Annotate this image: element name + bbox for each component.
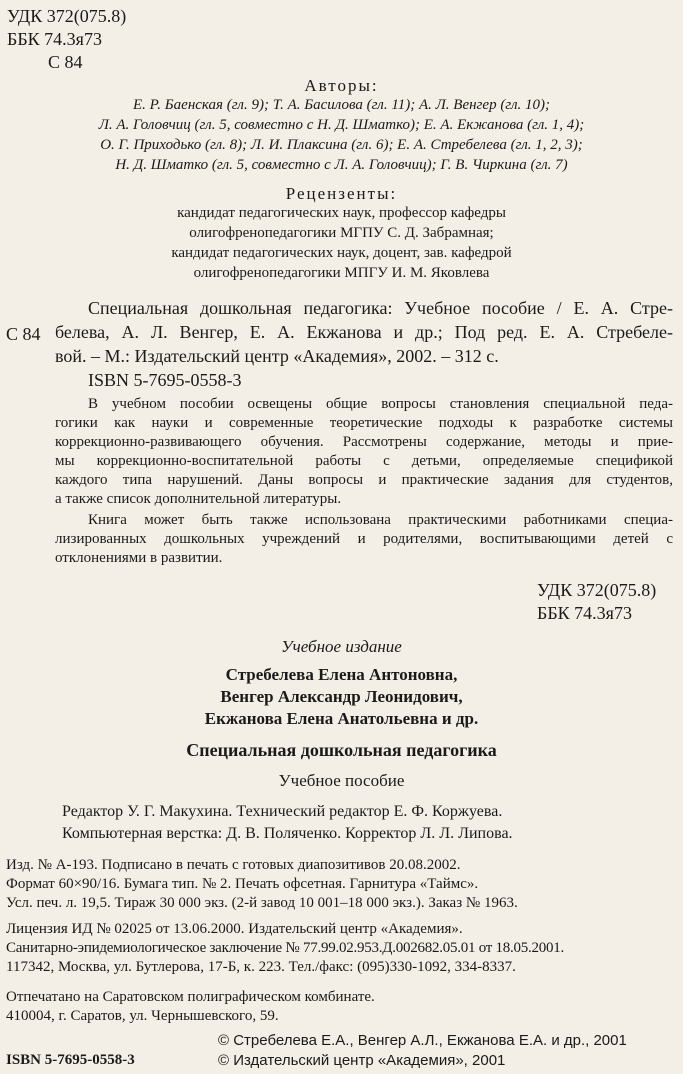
imprint-author: Екжанова Елена Анатольевна и др. [204, 709, 479, 728]
printed-at-line: Отпечатано на Саратовском полиграфическом комбинате. [6, 989, 375, 1005]
biblio-line: вой. – М.: Издательский центр «Академия», 2002. – 312 с. [55, 346, 499, 366]
abstract-line: В учебном пособии освещены общие вопросы становления специальной педа- [88, 396, 673, 412]
authors-heading: Авторы: [304, 76, 379, 95]
bbk-code-right: ББК 74.3я73 [537, 603, 632, 623]
biblio-line: белева, А. Л. Венгер, Е. А. Екжанова и др.; Под ред. Е. А. Стребеле- [55, 322, 673, 342]
reviewer-line: олигофренопедагогики МПГУ И. М. Яковлева [193, 265, 490, 281]
abstract [55, 395, 673, 568]
imprint-author: Венгер Александр Леонидович, [220, 687, 463, 706]
license-line: 117342, Москва, ул. Бутлерова, 17-Б, к. 223. Тел./факс: (095)330-1092, 334-8337. [6, 959, 516, 975]
imprint-author: Стребелева Елена Антоновна, [225, 665, 458, 684]
license-line: Санитарно-эпидемиологическое заключение № 77.99.02.953.Д.002682.05.01 от 18.05.2001. [6, 940, 565, 956]
reviewer-line: олигофренопедагогики МГПУ С. Д. Забрамная; [189, 225, 494, 241]
abstract-line: отклонениями в развитии. [55, 550, 223, 566]
abstract-line: мы коррекционно-воспитательной работы с детьми, определяемые спецификой [55, 453, 673, 469]
udk-code-top: УДК 372(075.8) [7, 6, 127, 26]
printed-at-line: 410004, г. Саратов, ул. Чернышевского, 59. [6, 1008, 279, 1024]
authors-line: Л. А. Головчиц (гл. 5, совместно с Н. Д. Шматко); Е. А. Екжанова (гл. 1, 4); [98, 117, 585, 133]
udk-code-right: УДК 372(075.8) [537, 580, 657, 600]
copyright-line: © Издательский центр «Академия», 2001 [218, 1052, 506, 1069]
imprint-title: Специальная дошкольная педагогика [186, 740, 497, 760]
edition-type: Учебное издание [281, 637, 402, 656]
reviewers-heading: Рецензенты: [285, 184, 398, 203]
reviewer-line: кандидат педагогических наук, доцент, зав. кафедрой [171, 245, 512, 261]
reviewer-line: кандидат педагогических наук, профессор кафедры [177, 205, 506, 221]
editors-line: Компьютерная верстка: Д. В. Поляченко. Корректор Л. Л. Липова. [62, 825, 513, 842]
abstract-line: коррекционно-развивающего обучения. Рассмотрены содержание, методы и прие- [55, 434, 673, 450]
abstract-line: а также список дополнительной литературы. [55, 491, 342, 507]
bibliographic-record [55, 298, 673, 391]
copyright-line: © Стребелева Е.А., Венгер А.Л., Екжанова Е.А. и др., 2001 [218, 1032, 627, 1049]
imprint-subtitle: Учебное пособие [278, 771, 405, 790]
biblio-line: Специальная дошкольная педагогика: Учебное пособие / Е. А. Стре- [88, 298, 673, 318]
print-info-line: Усл. печ. л. 19,5. Тираж 30 000 экз. (2-й завод 10 001–18 000 экз.). Заказ № 1963. [6, 895, 518, 911]
authors-line: Н. Д. Шматко (гл. 5, совместно с Л. А. Головчиц); Г. В. Чиркина (гл. 7) [115, 157, 568, 173]
abstract-line: Книга может быть также использована практическими работниками специа- [88, 512, 673, 528]
print-info-line: Изд. № А-193. Подписано в печать с готовых диапозитивов 20.08.2002. [6, 857, 461, 873]
authors-line: О. Г. Приходько (гл. 8); Л. И. Плаксина (гл. 6); Е. А. Стребелева (гл. 1, 2, 3); [100, 137, 583, 153]
license-line: Лицензия ИД № 02025 от 13.06.2000. Издательский центр «Академия». [6, 921, 463, 937]
bbk-code-top: ББК 74.3я73 [7, 29, 102, 49]
abstract-line: гогики как науки и современные теоретические подходы к разработке системы [55, 415, 673, 431]
editors-line: Редактор У. Г. Макухина. Технический редактор Е. Ф. Коржуева. [62, 803, 503, 820]
isbn-bottom: ISBN 5-7695-0558-3 [6, 1052, 135, 1068]
abstract-line: каждого типа нарушений. Даны вопросы и практические задания для студентов, [55, 472, 673, 488]
abstract-line: лизированных дошкольных учреждений и родителями, воспитывающими детей с [55, 531, 673, 547]
author-mark-top: С 84 [48, 52, 83, 72]
print-info-line: Формат 60×90/16. Бумага тип. № 2. Печать офсетная. Гарнитура «Таймс». [6, 876, 479, 892]
author-mark-left: С 84 [6, 324, 41, 344]
isbn-line: ISBN 5-7695-0558-3 [88, 370, 242, 390]
authors-line: Е. Р. Баенская (гл. 9); Т. А. Басилова (гл. 11); А. Л. Венгер (гл. 10); [132, 97, 550, 113]
